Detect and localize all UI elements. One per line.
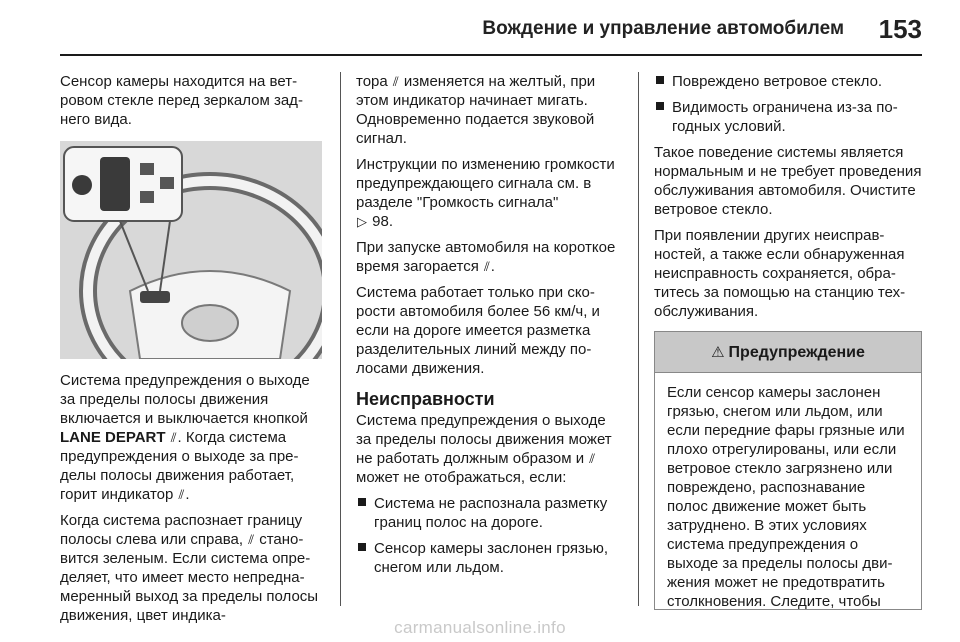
list-item: Повреждено ветровое стекло. xyxy=(654,72,922,91)
malfunction-bullet-list-continued xyxy=(654,72,922,136)
warning-text: Если сенсор камеры заслонен грязью, снегом или льдом, или если передние фары грязные или плохо отрегулированы, или если ветровое стекло загрязнено или повреждено, распознавание полос движение может быть затруднено. В этих условиях система предупреждения о выходе за пределы полосы движения может не предотвратить столкновения. Следите, чтобы xyxy=(667,384,905,609)
lane-departure-indicator-icon: ⫽ xyxy=(248,532,255,547)
page-number: 153 xyxy=(878,14,922,44)
page-reference-triangle-icon: ▷ xyxy=(357,214,367,229)
steering-wheel-figure xyxy=(60,141,322,359)
steering-wheel-illustration xyxy=(60,141,322,359)
paragraph-malfunctions: Система предупреждения о выходе за пределы полосы движения может не работать должным образом и ⫽ может не отображаться, если: xyxy=(356,412,612,486)
page-reference-link[interactable]: 98. xyxy=(372,213,394,230)
warning-header xyxy=(655,332,921,373)
column-middle xyxy=(356,72,622,584)
column-right xyxy=(654,72,922,610)
paragraph-lane-depart: Система предупреждения о выходе за пределы полосы движения включается и выключается кнопкой LANE DEPART ⫽. Когда система предупреждения о выходе за пределы полосы движения работает, горит индикатор ⫽. xyxy=(60,372,310,503)
square-bullet xyxy=(358,498,366,506)
lane-departure-indicator-icon: ⫽ xyxy=(178,487,185,502)
square-bullet xyxy=(358,543,366,551)
warning-title: Предупреждение xyxy=(728,343,865,361)
column-left xyxy=(60,72,322,632)
square-bullet xyxy=(656,102,664,110)
paragraph-speed-condition: Система работает только при скорости автомобиля более 56 км/ч, и если на дороге имеется разметка разделительных линий между полосами движения. xyxy=(356,284,600,377)
lane-depart-button-label: LANE DEPART xyxy=(60,429,166,446)
column-divider-1 xyxy=(340,72,341,606)
malfunction-bullet-list xyxy=(356,494,622,577)
section-heading-malfunctions: Неисправности xyxy=(356,389,495,409)
paragraph-normal-behavior: Такое поведение системы является нормальным и не требует проведения обслуживания автомобиля. Очистите ветровое стекло. xyxy=(654,144,922,218)
page-title: Вождение и управление автомобилем xyxy=(482,18,844,39)
watermark: carmanualsonline.info xyxy=(394,618,566,637)
paragraph-startup: При запуске автомобиля на короткое время загорается ⫽. xyxy=(356,239,616,275)
paragraph-lane-recognition: Когда система распознает границу полосы слева или справа, ⫽ становится зеленым. Если система определяет, что имеет место непреднамеренный выход за пределы полосы движения, цвет индика- xyxy=(60,512,319,624)
intro-paragraph: Сенсор камеры находится на ветровом стекле перед зеркалом заднего вида. xyxy=(60,73,303,128)
lane-departure-indicator-icon: ⫽ xyxy=(170,430,177,445)
paragraph-indicator-yellow: тора ⫽ изменяется на желтый, при этом индикатор начинает мигать. Одновременно подается звуковой сигнал. xyxy=(356,73,596,147)
list-item: Система не распознала разметку границ полос на дороге. xyxy=(356,494,622,532)
header-divider xyxy=(60,54,922,56)
list-item: Видимость ограничена из-за погодных условий. xyxy=(654,98,922,136)
lane-departure-indicator-icon: ⫽ xyxy=(589,451,596,466)
lane-departure-indicator-icon: ⫽ xyxy=(392,74,399,89)
square-bullet xyxy=(656,76,664,84)
paragraph-volume-instructions: Инструкции по изменению громкости предупреждающего сигнала см. в разделе "Громкость сигнала" ▷ 98. xyxy=(356,156,615,230)
lane-departure-indicator-icon: ⫽ xyxy=(483,259,490,274)
warning-triangle-icon: ⚠ xyxy=(711,343,725,361)
column-divider-2 xyxy=(638,72,639,606)
list-item: Сенсор камеры заслонен грязью, снегом или льдом. xyxy=(356,539,622,577)
page-header xyxy=(0,0,960,56)
paragraph-service: При появлении других неисправностей, а также если обнаруженная неисправность сохраняется, обратитесь за помощью на станцию техобслуживания. xyxy=(654,227,906,320)
warning-box xyxy=(654,331,922,610)
